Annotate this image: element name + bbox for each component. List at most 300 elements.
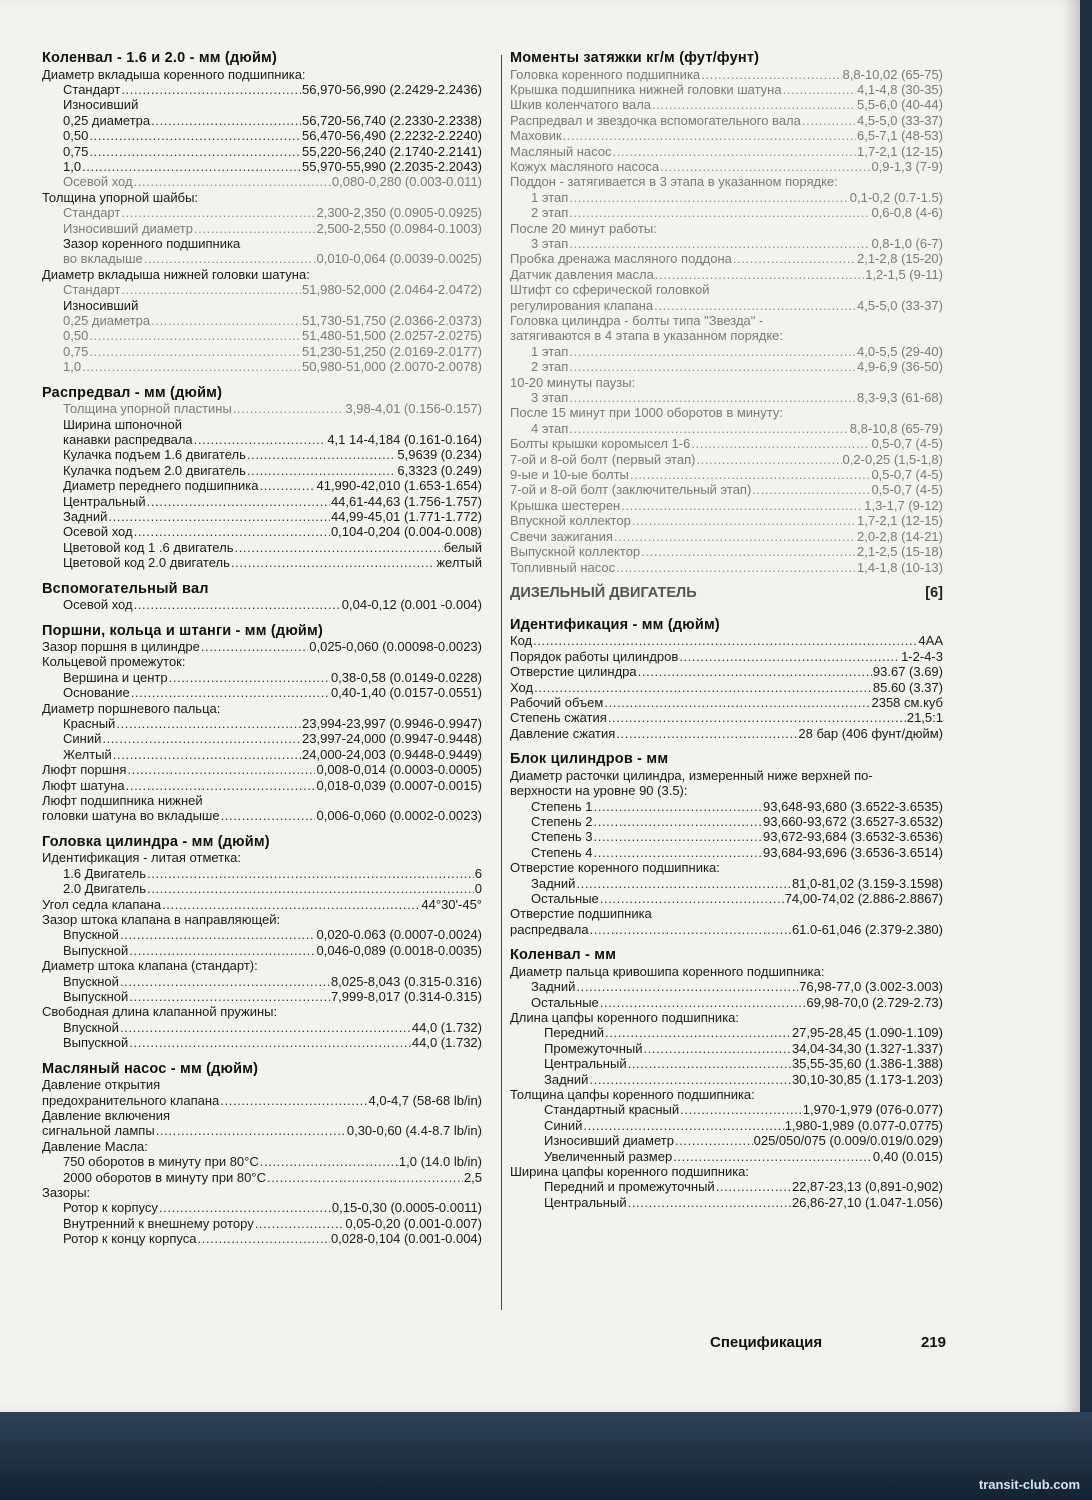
spec-value: 81,0-81,02 (3.159-3.1598) [791, 875, 943, 891]
spec-label: 1.6 Двигатель [63, 865, 147, 881]
spec-label: Стандарт [63, 81, 121, 97]
spec-label: затягиваются в 4 этапа в указанном порядке: [510, 328, 783, 344]
spec-value: 56,970-56,990 (2.2429-2.2436) [302, 81, 482, 97]
dot-leader [121, 205, 315, 220]
spec-value: 0,046-0,089 (0.0018-0.0035) [316, 942, 482, 958]
dot-leader [255, 1216, 345, 1231]
spec-label: Степень 2 [531, 813, 593, 829]
spec-label: Диаметр расточки цилиндра, измеренный ниже верхней по- [510, 767, 873, 783]
spec-section [42, 1061, 482, 1247]
spec-value: 1,980-1,989 (0.077-0.0775) [784, 1117, 943, 1133]
spec-label: Стандарт [63, 205, 121, 221]
spec-label: Ширина шпоночной [63, 416, 182, 432]
spec-row [42, 417, 482, 432]
spec-label: Кожух масляного насоса [510, 158, 660, 174]
spec-label: Центральный [544, 1056, 627, 1072]
spec-row [510, 236, 943, 251]
spec-row [510, 267, 943, 282]
spec-row [42, 509, 482, 524]
spec-label: Ширина цапфы коренного подшипника: [510, 1164, 750, 1179]
spec-label: верхности на уровне 90 (3.5): [510, 783, 688, 799]
dot-leader [679, 649, 900, 664]
spec-label: Цветовой код 1 .6 двигатель [63, 539, 234, 555]
spec-value: 44,0 (1.732) [411, 1019, 482, 1035]
column-divider [501, 55, 502, 1310]
spec-row [510, 1195, 943, 1210]
dot-leader [616, 560, 856, 575]
spec-row [42, 778, 482, 793]
spec-row [42, 747, 482, 762]
dot-leader [594, 829, 763, 844]
dot-leader [116, 716, 301, 731]
spec-value: 0,5-0,7 (4-5) [871, 482, 943, 498]
spec-row [42, 762, 482, 777]
spec-row [42, 401, 482, 416]
spec-row [510, 891, 943, 906]
spec-row [42, 1093, 482, 1108]
spec-label: Головка коренного подшипника [510, 66, 701, 82]
spec-label: 3 этап [531, 390, 569, 406]
spec-value: 8,8-10,8 (65-79) [849, 420, 943, 436]
spec-row [510, 1149, 943, 1164]
dot-leader [134, 524, 330, 539]
spec-row [42, 654, 482, 669]
spec-value: 4,9-6,9 (36-50) [857, 359, 943, 375]
spec-row [42, 974, 482, 989]
dot-leader [563, 128, 856, 143]
spec-value: 3,98-4,01 (0.156-0.157) [345, 401, 482, 417]
dot-leader [162, 897, 420, 912]
spec-label: Ход [510, 679, 534, 695]
spec-row [42, 1035, 482, 1050]
dot-leader [220, 1093, 367, 1108]
spec-label: Болты крышки коромысел 1-6 [510, 436, 691, 452]
spec-row [510, 282, 943, 297]
spec-row [510, 860, 943, 875]
spec-value: 5,5-6,0 (40-44) [857, 97, 943, 113]
spec-value: 27,95-28,45 (1.090-1.109) [791, 1025, 943, 1041]
dot-leader [89, 128, 301, 143]
spec-row [42, 670, 482, 685]
spec-row [510, 1087, 943, 1102]
spec-value: 35,55-35,60 (1.386-1.388) [791, 1056, 943, 1072]
dot-leader [691, 436, 870, 451]
spec-label: Остальные [531, 891, 599, 906]
spec-row [42, 128, 482, 143]
spec-label: 2.0 Двигатель [63, 881, 147, 897]
spec-row [510, 221, 943, 236]
dot-leader [616, 726, 797, 741]
spec-label: Топливный насос [510, 559, 616, 575]
dot-leader [632, 513, 856, 528]
dot-leader [716, 1179, 791, 1194]
spec-label: Толщина упорной шайбы: [42, 189, 199, 205]
spec-row [510, 67, 943, 82]
spec-row [510, 680, 943, 695]
spec-value: 0,5-0,7 (4-5) [871, 436, 943, 452]
spec-row [42, 1077, 482, 1092]
dot-leader [147, 866, 474, 881]
section-title: Моменты затяжки кг/м (фут/фунт) [510, 50, 760, 66]
spec-value: 4,5-5,0 (33-37) [857, 112, 943, 128]
spec-row [42, 267, 482, 282]
spec-label: Кулачка подъем 2.0 двигатель [63, 462, 246, 478]
section-title: Вспомогательный вал [42, 580, 209, 597]
spec-row [510, 328, 943, 343]
spec-row [42, 555, 482, 570]
spec-section [510, 50, 943, 575]
spec-row [510, 452, 943, 467]
spec-section [510, 751, 943, 937]
spec-value: 93,672-93,684 (3.6532-3.6536) [763, 829, 943, 845]
dot-leader [604, 695, 870, 710]
dot-leader [120, 974, 330, 989]
spec-value: 23,994-23,997 (0.9946-0.9947) [302, 716, 482, 732]
spec-row [510, 1133, 943, 1148]
spec-row [42, 205, 482, 220]
spec-row [510, 359, 943, 374]
dot-leader [194, 432, 327, 447]
spec-label: Впускной [63, 973, 119, 989]
spec-label: Крышка подшипника нижней головки шатуна [510, 81, 782, 97]
spec-value: 44,61-44,63 (1.756-1.757) [330, 493, 482, 509]
dot-leader [120, 1020, 411, 1035]
page-number: 219 [920, 1334, 946, 1351]
spec-label: Внутренний к внешнему ротору [63, 1215, 254, 1231]
spec-label: Код [510, 633, 533, 649]
dot-leader [197, 1231, 329, 1246]
spec-label: регулирования клапана [510, 297, 654, 313]
spec-label: Желтый [63, 746, 112, 762]
spec-row [42, 447, 482, 462]
spec-row [510, 128, 943, 143]
spec-label: Выпускной [63, 942, 129, 958]
dot-leader [608, 710, 906, 725]
spec-row [510, 876, 943, 891]
dot-leader [129, 1035, 411, 1050]
dot-leader [643, 1041, 790, 1056]
dot-leader [569, 344, 856, 359]
spec-label: распредвала [510, 921, 589, 937]
dot-leader [628, 1056, 791, 1071]
spec-label: 0,25 диаметра [63, 313, 151, 328]
spec-value: 1,4-1,8 (10-13) [857, 559, 943, 575]
spec-value: 0,8-1,0 (6-7) [871, 235, 943, 251]
spec-label: Кольцевой промежуток: [42, 654, 186, 670]
spec-value: 0,1-0,2 (0.7-1.5) [849, 189, 943, 205]
spec-row [510, 649, 943, 664]
spec-label: Выпускной [63, 1035, 129, 1051]
spec-value: 93.67 (3.69) [872, 664, 943, 680]
dot-leader [628, 1195, 791, 1210]
spec-row [42, 1170, 482, 1185]
dot-leader [594, 814, 763, 829]
spec-label: Люфт подшипника нижней [42, 793, 203, 809]
spec-section [42, 623, 482, 824]
spec-label: Ротор к корпусу [63, 1200, 158, 1216]
spec-label: Зазор штока клапана в направляющей: [42, 912, 281, 927]
spec-label: Кулачка подъем 1.6 двигатель [63, 447, 246, 463]
spec-value: 24,000-24,003 (0.9448-0.9449) [302, 746, 482, 762]
spec-label: Свободная длина клапанной пружины: [42, 1004, 278, 1020]
spec-label: Выпускной [63, 989, 129, 1005]
section-heading-number: [6] [925, 584, 943, 601]
spec-row [510, 979, 943, 994]
spec-row [510, 1041, 943, 1056]
spec-row [510, 1179, 943, 1194]
spec-row [42, 1154, 482, 1169]
spec-label: Давление открытия [42, 1077, 161, 1093]
spec-value: 4,0-5,5 (29-40) [857, 343, 943, 359]
spec-row [42, 958, 482, 973]
dot-leader [783, 82, 856, 97]
dot-leader [121, 82, 301, 97]
dot-leader [108, 509, 330, 524]
spec-value: желтый [436, 555, 482, 571]
spec-value: 4,1 14-4,184 (0.161-0.164) [327, 431, 482, 447]
spec-row [510, 313, 943, 328]
watermark: transit-club.com [978, 1477, 1080, 1492]
dot-leader [134, 174, 331, 189]
spec-value: 50,980-51,000 (2.0070-2.0078) [302, 359, 482, 375]
spec-row [42, 524, 482, 539]
spec-label: Износивший диаметр [544, 1133, 674, 1149]
spec-row [42, 344, 482, 359]
spec-row [42, 144, 482, 159]
spec-row [42, 190, 482, 205]
spec-row [42, 359, 482, 374]
dot-leader [156, 1123, 346, 1138]
page-footer [710, 1334, 946, 1351]
spec-row [42, 731, 482, 746]
scan-background [0, 1412, 1092, 1500]
dot-leader [589, 1072, 791, 1087]
spec-value: 28 бар (406 фунт/дюйм) [798, 725, 943, 741]
dot-leader [134, 597, 341, 612]
spec-value: 22,87-23,13 (0,891-0,902) [791, 1179, 943, 1195]
dot-leader [82, 359, 301, 374]
dot-leader [701, 67, 841, 82]
spec-label: Отверстие коренного подшипника: [510, 860, 720, 876]
spec-section [42, 50, 482, 375]
spec-row [42, 866, 482, 881]
spec-label: Толщина цапфы коренного подшипника: [510, 1086, 755, 1102]
spec-value: 51,480-51,500 (2.0257-2.0275) [302, 328, 482, 344]
spec-value: 0,104-0,204 (0.004-0.008) [330, 524, 482, 540]
right-column [510, 50, 943, 1220]
spec-label: Давление сжатия [510, 725, 616, 741]
spec-label: Степень 1 [531, 798, 593, 814]
spec-label: Головка цилиндра - болты типа "Звезда" - [510, 313, 764, 328]
spec-row [510, 726, 943, 741]
spec-value: 93,648-93,680 (3.6522-3.6535) [763, 798, 943, 814]
spec-label: Износивший диаметр [63, 220, 193, 236]
section-heading-title: ДИЗЕЛЬНЫЙ ДВИГАТЕЛЬ [510, 584, 697, 601]
spec-row [42, 478, 482, 493]
spec-row [510, 799, 943, 814]
spec-row [42, 881, 482, 896]
spec-row [510, 1072, 943, 1087]
spec-value: 74,00-74,02 (2.886-2.8867) [784, 891, 943, 906]
spec-label: Крышка шестерен [510, 497, 621, 513]
spec-label: Степень 3 [531, 829, 593, 845]
dot-leader [655, 267, 864, 282]
spec-row [510, 375, 943, 390]
spec-value: 44°30'-45° [421, 896, 482, 912]
spec-label: 2000 оборотов в минуту при 80°С [63, 1169, 266, 1185]
spec-value: 0,080-0,280 (0.003-0.011) [331, 174, 482, 190]
dot-leader [144, 251, 316, 266]
spec-value: 6,3323 (0.249) [397, 462, 482, 478]
spec-row [42, 989, 482, 1004]
spec-row [510, 1118, 943, 1133]
spec-row [42, 808, 482, 823]
dot-leader [680, 1102, 802, 1117]
spec-label: Толщина упорной пластины [63, 401, 232, 417]
dot-leader [733, 251, 856, 266]
spec-value: 7,999-8,017 (0.314-0.315) [330, 989, 482, 1005]
dot-leader [533, 633, 917, 648]
spec-value: 44,0 (1.732) [411, 1035, 482, 1051]
spec-label: Вершина и центр [63, 669, 168, 685]
spec-value: 1,7-2,1 (12-15) [857, 513, 943, 529]
spec-value: 55,220-56,240 (2.1740-2.2141) [302, 143, 482, 159]
spec-row [42, 82, 482, 97]
spec-row [42, 793, 482, 808]
spec-row [42, 1108, 482, 1123]
dot-leader [102, 731, 301, 746]
spec-row [42, 432, 482, 447]
spec-label: 0,75 [63, 143, 89, 159]
spec-label: Диаметр поршневого пальца: [42, 700, 221, 716]
dot-leader [234, 540, 442, 555]
spec-label: 750 оборотов в минуту при 80°С [63, 1154, 259, 1170]
spec-label: Диаметр переднего подшипника [63, 478, 259, 494]
section-title: Идентификация - мм (дюйм) [510, 616, 720, 633]
dot-leader [129, 943, 315, 958]
spec-row [510, 964, 943, 979]
spec-label: Синий [544, 1117, 583, 1133]
spec-label: Степень сжатия [510, 710, 607, 726]
spec-label: 1 этап [531, 189, 569, 205]
spec-label: 10-20 минуты паузы: [510, 374, 636, 390]
spec-label: Стандарт [63, 282, 121, 298]
spec-value: 2,0-2,8 (14-21) [857, 528, 943, 544]
spec-label: Штифт со сферической головкой [510, 282, 710, 298]
dot-leader [696, 452, 841, 467]
spec-row [42, 897, 482, 912]
spec-label: Износивший [63, 297, 139, 313]
spec-label: Ротор к концу корпуса [63, 1231, 197, 1247]
spec-label: Цветовой код 2.0 двигатель [63, 555, 230, 571]
spec-value: 1,970-1,979 (076-0.077) [802, 1102, 943, 1118]
spec-value: 2,500-2,550 (0.0984-0.1003) [316, 220, 482, 236]
spec-value: 6 [474, 865, 482, 881]
dot-leader [121, 282, 301, 297]
dot-leader [89, 344, 301, 359]
spec-value: 85.60 (3.37) [872, 679, 943, 695]
spec-row [42, 1231, 482, 1246]
spec-value: 56,720-56,740 (2.2330-2.2338) [302, 112, 482, 128]
dot-leader [752, 482, 870, 497]
spec-label: 1 этап [531, 343, 569, 359]
spec-row [510, 144, 943, 159]
dot-leader [569, 236, 870, 251]
spec-label: Впускной [63, 927, 119, 943]
dot-leader [590, 922, 791, 937]
spec-row [510, 82, 943, 97]
spec-label: Выпускной коллектор [510, 544, 641, 560]
dot-leader [151, 313, 301, 328]
spec-label: Идентификация - литая отметка: [42, 850, 241, 866]
dot-leader [534, 680, 872, 695]
spec-row [42, 716, 482, 731]
spec-label: Задний [63, 508, 108, 524]
spec-label: После 15 минут при 1000 оборотов в минуту: [510, 405, 783, 421]
spec-value: 0,2-0,25 (1,5-1,8) [842, 451, 943, 467]
spec-value: 0,04-0,12 (0.001 -0.004) [341, 597, 482, 613]
spec-value: 0,40-1,40 (0.0157-0.0551) [330, 685, 482, 701]
spec-label: канавки распредвала [63, 431, 193, 447]
dot-leader [569, 190, 849, 205]
spec-row [510, 344, 943, 359]
spec-value: 51,980-52,000 (2.0464-2.0472) [302, 282, 482, 298]
spec-label: Люфт поршня [42, 762, 127, 778]
spec-row [510, 97, 943, 112]
spec-value: 1,3-1,7 (9-12) [864, 497, 943, 513]
spec-value: 0,028-0,104 (0.001-0.004) [330, 1231, 482, 1247]
spec-row [510, 768, 943, 783]
dot-leader [129, 989, 330, 1004]
spec-row [510, 113, 943, 128]
dot-leader [247, 447, 397, 462]
spec-value: 2,5 [463, 1169, 482, 1185]
spec-label: После 20 минут работы: [510, 220, 657, 236]
dot-leader [614, 529, 856, 544]
spec-label: Передний [544, 1025, 605, 1041]
spec-label: 2 этап [531, 359, 569, 375]
spec-value: 0,010-0,064 (0.0039-0.0025) [316, 251, 482, 267]
spec-value: 44,99-45,01 (1.771-1.772) [330, 508, 482, 524]
dot-leader [159, 1200, 331, 1215]
spec-row [42, 298, 482, 313]
spec-label: Диаметр пальца кривошипа коренного подшипника: [510, 963, 825, 979]
spec-row [510, 922, 943, 937]
spec-row [510, 1164, 943, 1179]
dot-leader [569, 359, 856, 374]
spec-label: Свечи зажигания [510, 528, 613, 544]
spec-row [510, 421, 943, 436]
spec-row [510, 298, 943, 313]
spec-row [42, 1216, 482, 1231]
spec-row [510, 906, 943, 921]
dot-leader [613, 144, 856, 159]
spec-row [42, 943, 482, 958]
spec-value: 0,018-0,039 (0.0007-0.0015) [316, 777, 482, 793]
spec-value: 0,40 (0.015) [872, 1148, 943, 1164]
section-title: Коленвал - 1.6 и 2.0 - мм (дюйм) [42, 50, 278, 66]
spec-row [42, 1200, 482, 1215]
spec-label: 3 этап [531, 235, 569, 251]
spec-label: Шкив коленчатого вала [510, 97, 652, 113]
spec-value: 8,025-8,043 (0.315-0.316) [330, 973, 482, 989]
spec-label: Осевой ход [63, 524, 133, 540]
spec-label: Отверстие цилиндра [510, 664, 637, 680]
spec-row [510, 814, 943, 829]
spec-label: 1,0 [63, 158, 82, 174]
spec-row [42, 1020, 482, 1035]
spec-row [510, 498, 943, 513]
